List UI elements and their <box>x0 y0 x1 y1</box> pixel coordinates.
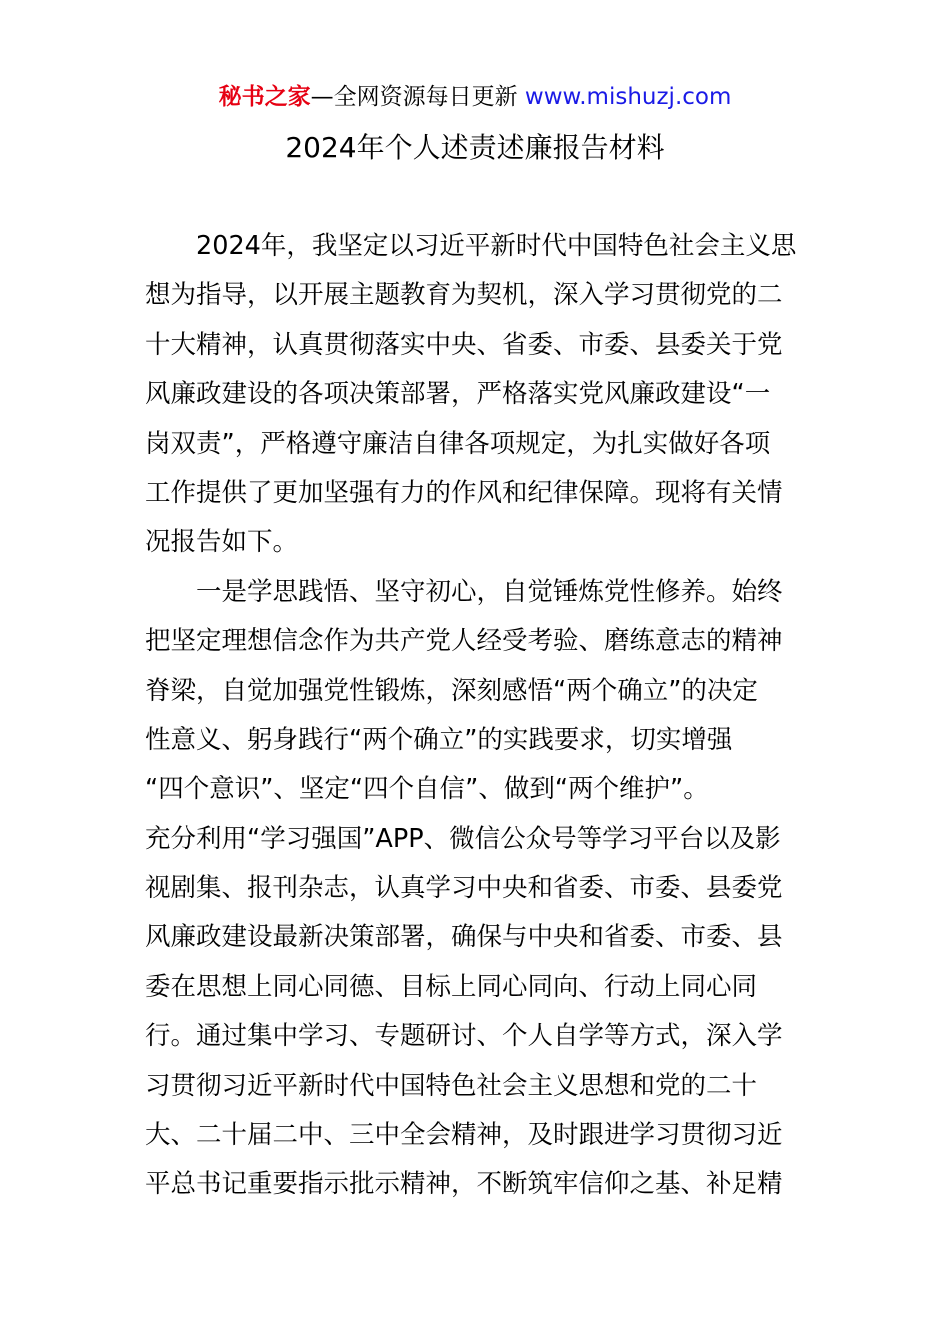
body-line: 大、二十届二中、三中全会精神，及时跟进学习贯彻习近 <box>145 1120 783 1151</box>
body-line: 习贯彻习近平新时代中国特色社会主义思想和党的二十 <box>145 1070 758 1101</box>
document-body <box>145 222 807 1210</box>
body-line: 委在思想上同心同德、目标上同心同向、行动上同心同 <box>145 971 758 1002</box>
header-tagline: —全网资源每日更新 <box>310 84 518 110</box>
body-line: 脊梁，自觉加强党性锻炼，深刻感悟“两个确立”的决定 <box>145 675 758 706</box>
body-line: 况报告如下。 <box>145 527 299 558</box>
body-line: 性意义、躬身践行“两个确立”的实践要求，切实增强 <box>145 724 733 755</box>
body-line: “四个意识”、坚定“四个自信”、做到“两个维护”。 <box>145 774 709 805</box>
body-line: 平总书记重要指示批示精神，不断筑牢信仰之基、补足精 <box>145 1169 783 1200</box>
site-url-link[interactable]: www.mishuzj.com <box>524 84 732 110</box>
body-line: 十大精神，认真贯彻落实中央、省委、市委、县委关于党 <box>145 329 783 360</box>
body-line: 充分利用“学习强国”APP、微信公众号等学习平台以及影 <box>145 823 781 854</box>
body-line: 把坚定理想信念作为共产党人经受考验、磨练意志的精神 <box>145 626 783 657</box>
body-line: 工作提供了更加坚强有力的作风和纪律保障。现将有关情 <box>145 477 783 508</box>
body-line: 风廉政建设的各项决策部署，严格落实党风廉政建设“一 <box>145 379 771 410</box>
site-header <box>0 80 950 114</box>
brand-name: 秘书之家 <box>218 84 311 110</box>
body-line: 行。通过集中学习、专题研讨、个人自学等方式，深入学 <box>145 1021 783 1052</box>
body-line: 岗双责”，严格遵守廉洁自律各项规定，为扎实做好各项 <box>145 428 771 459</box>
body-line: 视剧集、报刊杂志，认真学习中央和省委、市委、县委党 <box>145 873 783 904</box>
document-title: 2024年个人述责述廉报告材料 <box>285 131 665 164</box>
body-line: 风廉政建设最新决策部署，确保与中央和省委、市委、县 <box>145 922 783 953</box>
body-line: 想为指导，以开展主题教育为契机，深入学习贯彻党的二 <box>145 280 783 311</box>
body-line: 2024年，我坚定以习近平新时代中国特色社会主义思 <box>145 231 797 261</box>
body-line: 一是学思践悟、坚守初心，自觉锤炼党性修养。始终 <box>145 576 783 607</box>
